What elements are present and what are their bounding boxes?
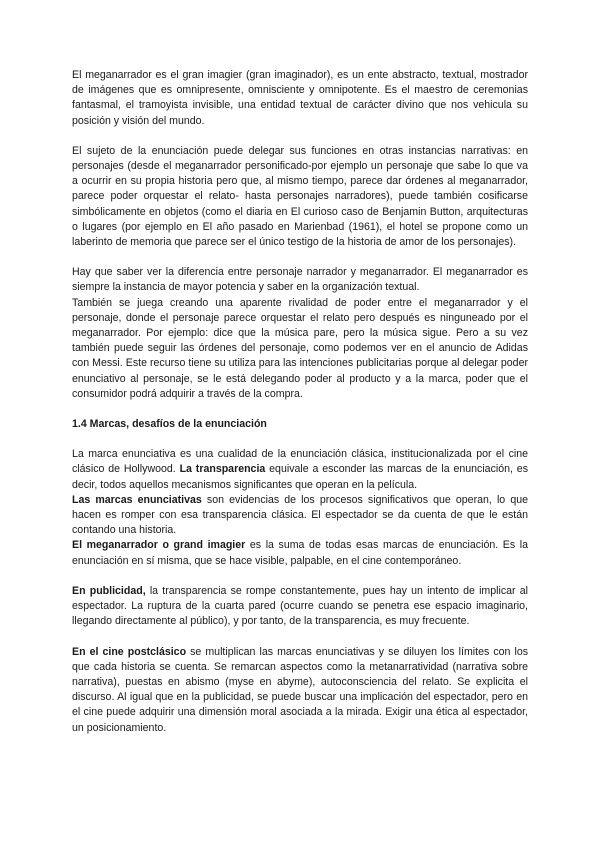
text-run: equivale a esconder las marcas de la enunciación, es decir, todos aquellos mecanismos significantes que operan en la película. [72, 463, 528, 491]
spacer [72, 402, 528, 417]
paragraph-publicidad [72, 584, 528, 630]
spacer [72, 569, 528, 584]
spacer [72, 129, 528, 144]
spacer [72, 630, 528, 645]
paragraph-narrator-difference: Hay que saber ver la diferencia entre personaje narrador y meganarrador. El meganarrador es siempre la instancia de mayor potencia y saber en la organización textual. [72, 266, 528, 294]
paragraph-power-rivalry: También se juega creando una aparente rivalidad de poder entre el meganarrador y el personaje, donde el personaje parece orquestar el relato pero después es ninguneado por el meganarrador. Por ejemplo: dice que la música pare, pero la música sigue. Pero a su vez también puede seguir las órdenes del personaje, como podemos ver en el anuncio de Adidas con Messi. Este recurso tiene su utiliza para las intenciones publicitarias porque al delegar poder enunciativo al personaje, se le está delegando poder al producto y a la marca, poder que el consumidor podrá adquirir a través de la compra. [72, 296, 528, 400]
bold-term-publicidad: En publicidad, [72, 584, 146, 597]
paragraph-marcas-enunciativas [72, 493, 528, 539]
paragraph-meganarrador-definition: El meganarrador es el gran imagier (gran imaginador), es un ente abstracto, textual, mostrador de imágenes que es omnipresente, omnisciente y omnipotente. Es el maestro de ceremonias fantasmal, el tramoyista invisible, una entidad textual de carácter divino que nos vehicula su posición y visión del mundo. [72, 69, 528, 127]
paragraph-enunciative-mark [72, 447, 528, 493]
document-page [72, 68, 528, 736]
bold-term-transparencia: La transparencia [179, 463, 266, 476]
text-run: se multiplican las marcas enunciativas y se diluyen los límites con los que cada historia se cuenta. Se remarcan aspectos como la metanarratividad (narrativa sobre narrativa), puestas en abismo (myse en abyme), autoconsciencia del relato. Se explicita el discurso. Al igual que en la publicidad, se puede buscar una implicación del espectador, pero en el cine puede adquirir una dimensión moral asociada a la mirada. Exigir una ética al espectador, un posicionamiento. [72, 645, 529, 734]
bold-term-cine-postclasico: En el cine postclásico [72, 645, 187, 658]
text-run: es la suma de todas esas marcas de enunciación. Es la enunciación en sí misma, que se hace visible, palpable, en el cine contemporáneo. [72, 539, 529, 567]
paragraph-enunciation-subject: El sujeto de la enunciación puede delegar sus funciones en otras instancias narrativas: en personajes (desde el meganarrador personificado-por ejemplo un personaje que sabe lo que va a ocurrir en su propia historia pero que, al mismo tiempo, parece dar órdenes al meganarrador, parece poder orquestar el relato- hasta personajes narradores), puede también cosificarse simbólicamente en objetos (como el diaria en El curioso caso de Benjamin Button, arquitecturas o lugares (por ejemplo en El año pasado en Marienbad (1961), el hotel se propone como un laberinto de memoria que parece ser el único testigo de la historia de amor de los personajes). [72, 144, 528, 249]
spacer [72, 250, 528, 265]
paragraph-grand-imagier [72, 538, 528, 568]
text-run: son evidencias de los procesos significativos que operan, lo que hacen es romper con esa transparencia clásica. El espectador se da cuenta de que le están contando una historia. [72, 493, 528, 537]
spacer [72, 432, 528, 447]
paragraph-cine-postclasico [72, 645, 528, 736]
text-run: la transparencia se rompe constantemente, pues hay un intento de implicar al espectador. La ruptura de la cuarta pared (ocurre cuando se penetra ese espacio imaginario, llegando directamente al público), y por tanto, de la transparencia, es muy frecuente. [72, 584, 528, 628]
text-run: La marca enunciativa es una cualidad de la enunciación clásica, institucionalizada por el cine clásico de Hollywood. [72, 448, 528, 476]
bold-term-meganarrador: El meganarrador o grand imagier [72, 539, 246, 552]
bold-term-marcas: Las marcas enunciativas [72, 493, 202, 506]
section-heading: 1.4 Marcas, desafíos de la enunciación [72, 418, 267, 431]
